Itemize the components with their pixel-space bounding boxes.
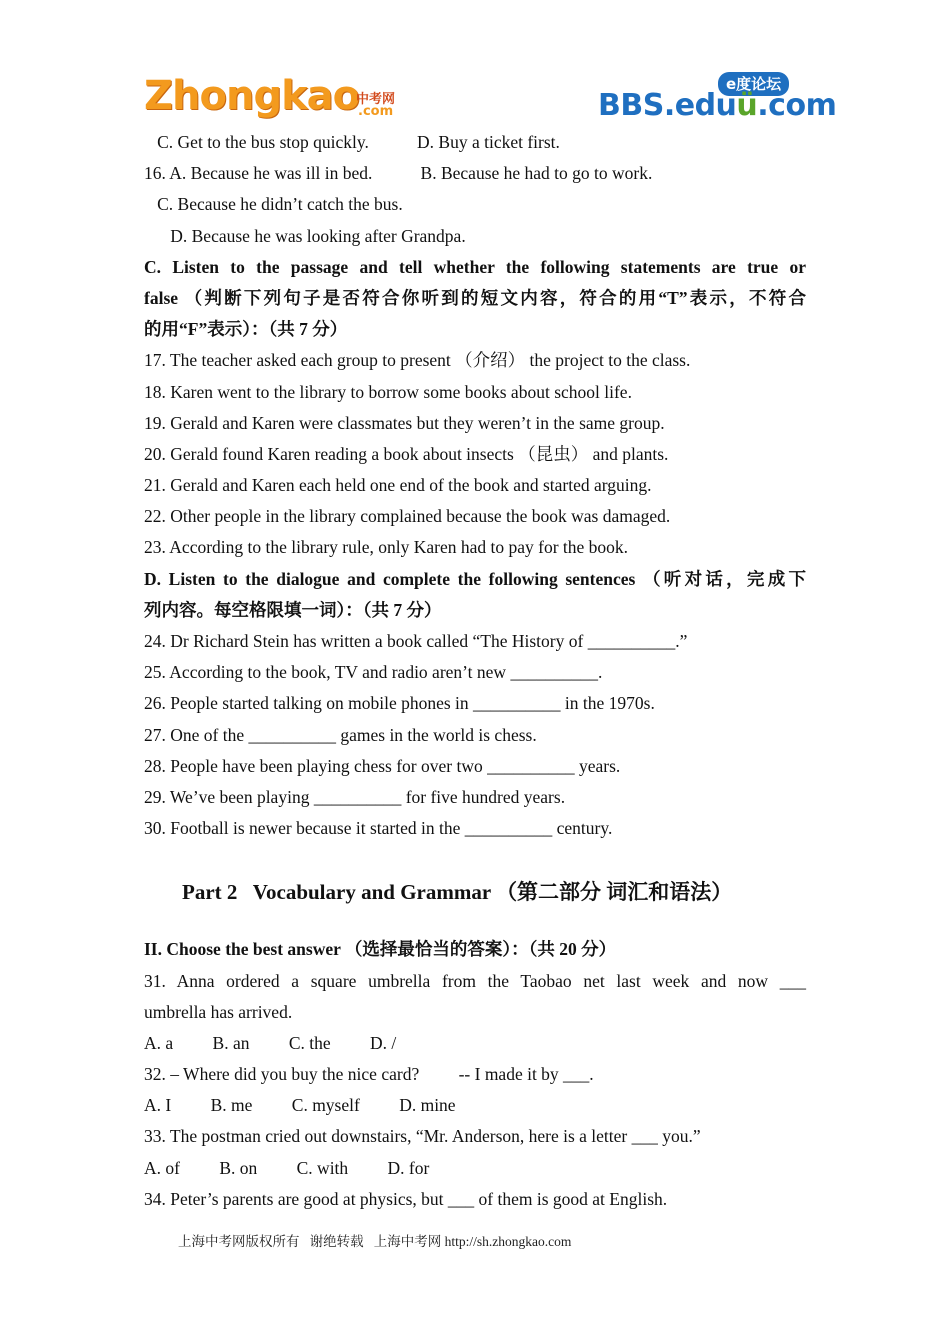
logo-bbs-wordmark: BBS.eduü.com [598, 88, 837, 123]
question-18: 18. Karen went to the library to borrow some books about school life. [144, 381, 632, 402]
options-31: A. a B. an C. the D. / [144, 1032, 397, 1053]
question-25: 25. According to the book, TV and radio aren’t new __________. [144, 662, 603, 683]
options-33: A. of B. on C. with D. for [144, 1157, 430, 1178]
option-line-16c: C. Because he didn’t catch the bus. [144, 194, 403, 215]
logo-com: .com [358, 104, 394, 119]
question-19: 19. Gerald and Karen were classmates but they weren’t in the same group. [144, 412, 665, 433]
logo-chinese: 中考网 [356, 92, 396, 107]
option-line-15cd: C. Get to the bus stop quickly. D. Buy a ticket first. [144, 132, 560, 152]
section-c-heading-line2: false （判断下列句子是否符合你听到的短文内容，符合的用“T”表示，不符合 [144, 287, 806, 308]
question-32: 32. – Where did you buy the nice card? -- I made it by ___. [144, 1064, 594, 1085]
document-body [144, 127, 806, 1215]
section-d-heading-line1: D. Listen to the dialogue and complete the following sentences （听对话，完成下 [144, 568, 806, 589]
question-31-cont: umbrella has arrived. [144, 1001, 293, 1022]
bbs-edu-logo [598, 72, 837, 126]
question-16: 16. A. Because he was ill in bed. B. Because he had to go to work. [144, 163, 653, 184]
question-29: 29. We’ve been playing __________ for five hundred years. [144, 786, 566, 807]
question-26: 26. People started talking on mobile phones in __________ in the 1970s. [144, 693, 655, 714]
question-24: 24. Dr Richard Stein has written a book called “The History of __________.” [144, 631, 688, 651]
option-line-16d: D. Because he was looking after Grandpa. [144, 225, 466, 246]
question-31: 31. Anna ordered a square umbrella from the Taobao net last week and now ___ [144, 970, 806, 991]
question-30: 30. Football is newer because it started in the __________ century. [144, 818, 613, 839]
question-33: 33. The postman cried out downstairs, “Mr. Anderson, here is a letter ___ you.” [144, 1126, 701, 1147]
question-34: 34. Peter’s parents are good at physics, but ___ of them is good at English. [144, 1188, 668, 1209]
question-22: 22. Other people in the library complained because the book was damaged. [144, 506, 671, 527]
page-footer: 上海中考网版权所有 谢绝转载 上海中考网 http://sh.zhongkao.com [178, 1234, 572, 1249]
section-ii-heading: II. Choose the best answer （选择最恰当的答案）：（共 20 分） [144, 939, 617, 960]
question-20: 20. Gerald found Karen reading a book about insects （昆虫） and plants. [144, 443, 669, 464]
section-c-heading-line1: C. Listen to the passage and tell whether the following statements are true or [144, 256, 806, 277]
question-23: 23. According to the library rule, only Karen had to pay for the book. [144, 537, 629, 558]
section-c-heading-line3: 的用“F”表示）：（共 7 分） [144, 319, 348, 340]
section-d-heading-line2: 列内容。每空格限填一词）：（共 7 分） [144, 599, 442, 620]
part-2-title: Part 2 Vocabulary and Grammar （第二部分 词汇和语法） [182, 880, 733, 905]
question-21: 21. Gerald and Karen each held one end of the book and started arguing. [144, 475, 652, 496]
zhongkao-logo [144, 72, 406, 124]
question-17: 17. The teacher asked each group to present （介绍） the project to the class. [144, 350, 691, 371]
question-27: 27. One of the __________ games in the world is chess. [144, 724, 537, 745]
logo-badge: e度论坛 [718, 72, 789, 96]
options-32: A. I B. me C. myself D. mine [144, 1095, 456, 1116]
logo-wordmark: Zhongkao [144, 73, 360, 119]
question-28: 28. People have been playing chess for over two __________ years. [144, 755, 621, 776]
